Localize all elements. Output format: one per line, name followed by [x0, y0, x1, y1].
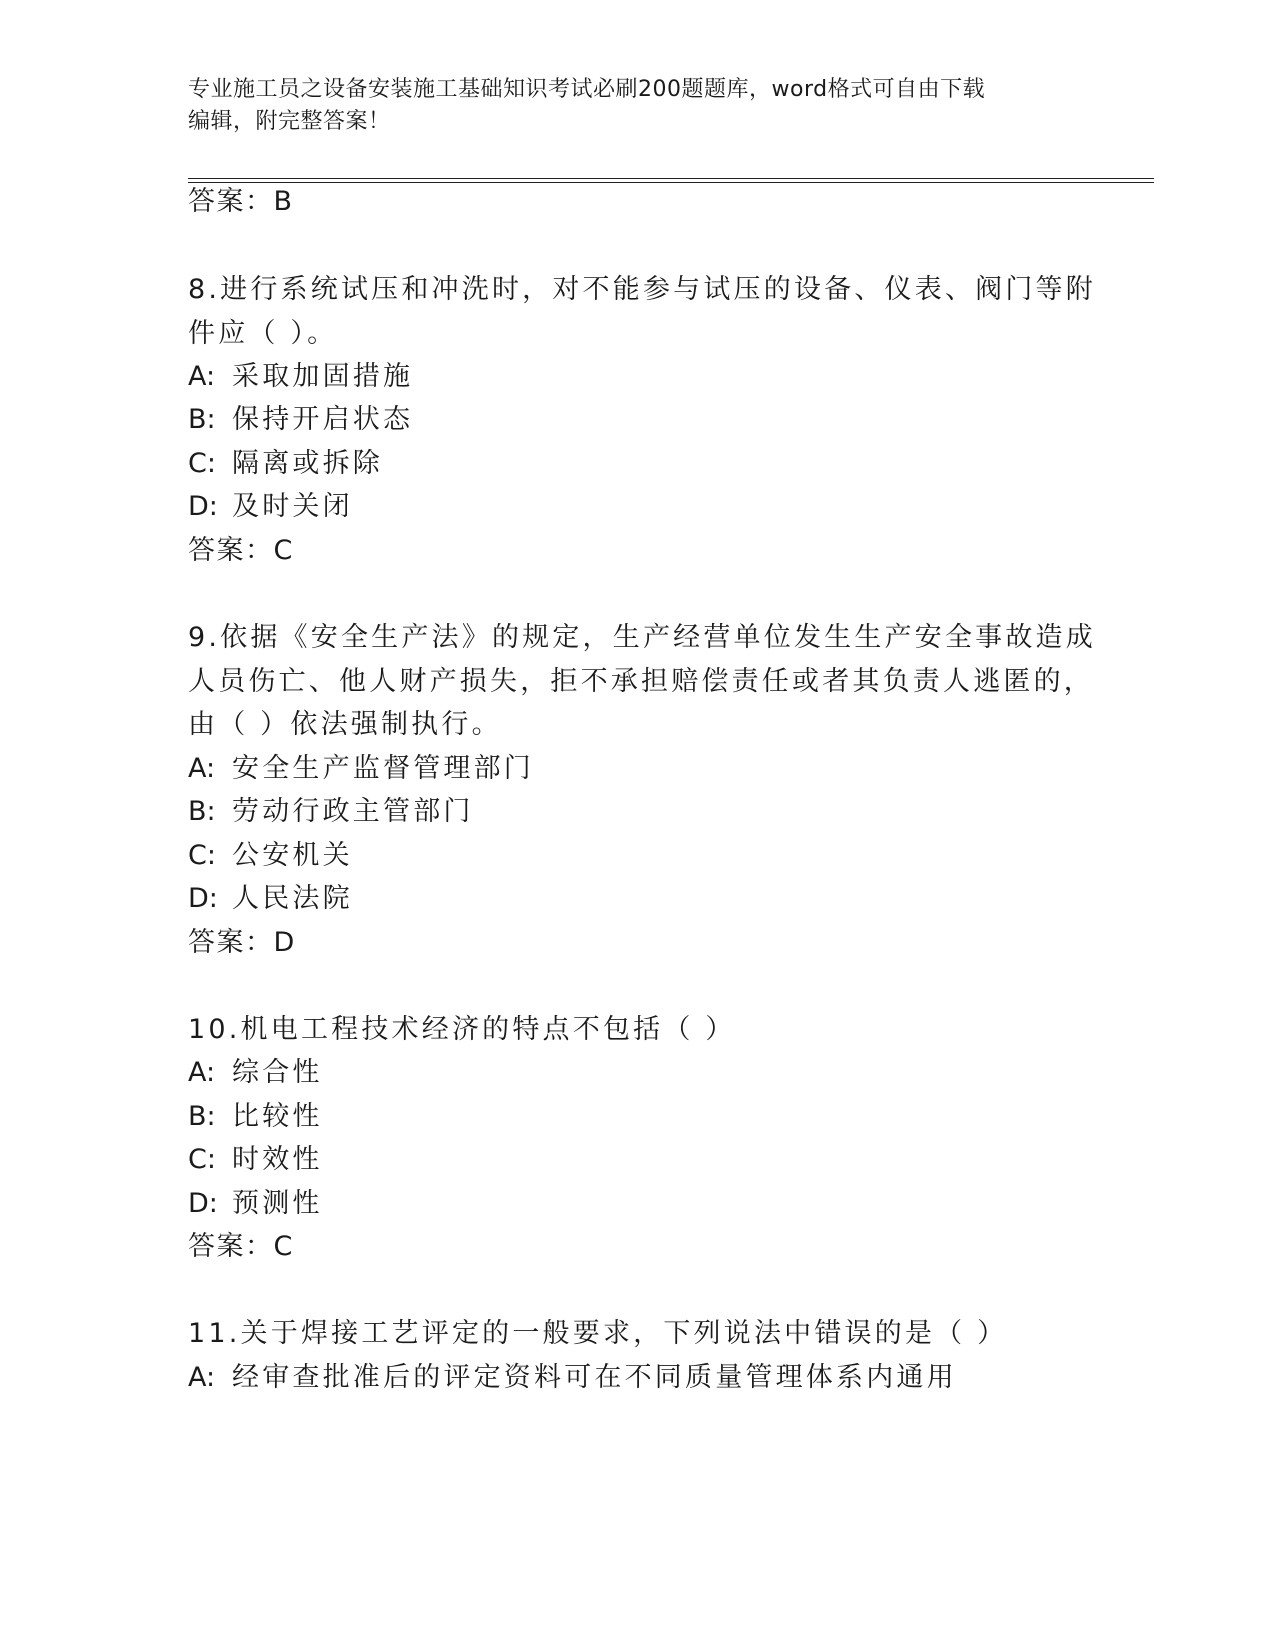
option-d	[188, 489, 353, 525]
option-a	[188, 359, 413, 395]
option-c	[188, 446, 383, 482]
option-d	[188, 1186, 323, 1222]
question-text: 由（ ）依法强制执行。	[188, 709, 502, 740]
option-text: 综合性	[232, 1057, 323, 1088]
option-text: 及时关闭	[232, 491, 353, 522]
option-label: D:	[188, 1188, 218, 1219]
answer-line: 答案：B	[188, 186, 294, 217]
option-text: 安全生产监督管理部门	[232, 753, 534, 784]
question-text: 人员伤亡、他人财产损失，拒不承担赔偿责任或者其负责人逃匿的，	[188, 666, 1094, 697]
option-label: C:	[188, 448, 216, 479]
option-a	[188, 751, 534, 787]
question-text: 9.依据《安全生产法》的规定，生产经营单位发生生产安全事故造成	[188, 622, 1096, 653]
option-label: A:	[188, 1362, 216, 1393]
header-line-2: 编辑，附完整答案！	[188, 109, 391, 134]
option-a	[188, 1055, 323, 1091]
option-text: 比较性	[232, 1101, 323, 1132]
option-label: C:	[188, 1144, 216, 1175]
option-d	[188, 881, 353, 917]
header-divider-top	[188, 178, 1154, 179]
option-text: 经审查批准后的评定资料可在不同质量管理体系内通用	[232, 1362, 957, 1393]
option-b	[188, 1099, 323, 1135]
document-header	[188, 74, 1068, 138]
option-label: B:	[188, 1101, 216, 1132]
option-text: 劳动行政主管部门	[232, 796, 474, 827]
option-label: A:	[188, 361, 216, 392]
option-label: A:	[188, 1057, 216, 1088]
header-divider-bottom	[188, 182, 1154, 183]
option-label: D:	[188, 883, 218, 914]
question-text: 件应（ ）。	[188, 318, 338, 349]
answer-line: 答案：D	[188, 927, 296, 958]
option-text: 保持开启状态	[232, 404, 414, 435]
option-label: C:	[188, 840, 216, 871]
option-a	[188, 1360, 957, 1396]
option-text: 时效性	[232, 1144, 323, 1175]
option-label: D:	[188, 491, 218, 522]
option-label: B:	[188, 796, 216, 827]
option-text: 预测性	[232, 1188, 323, 1219]
question-text: 8.进行系统试压和冲洗时，对不能参与试压的设备、仪表、阀门等附	[188, 274, 1096, 305]
answer-line: 答案：C	[188, 1231, 294, 1262]
question-text: 10.机电工程技术经济的特点不包括（ ）	[188, 1014, 736, 1045]
option-text: 隔离或拆除	[232, 448, 383, 479]
header-line-1: 专业施工员之设备安装施工基础知识考试必刷200题题库，word格式可自由下载	[188, 77, 986, 102]
option-text: 公安机关	[232, 840, 353, 871]
question-text: 11.关于焊接工艺评定的一般要求，下列说法中错误的是（ ）	[188, 1318, 1008, 1349]
option-label: A:	[188, 753, 216, 784]
option-b	[188, 794, 474, 830]
option-text: 人民法院	[232, 883, 353, 914]
option-b	[188, 402, 413, 438]
option-text: 采取加固措施	[232, 361, 414, 392]
option-c	[188, 1142, 323, 1178]
option-label: B:	[188, 404, 216, 435]
option-c	[188, 838, 353, 874]
answer-line: 答案：C	[188, 535, 294, 566]
